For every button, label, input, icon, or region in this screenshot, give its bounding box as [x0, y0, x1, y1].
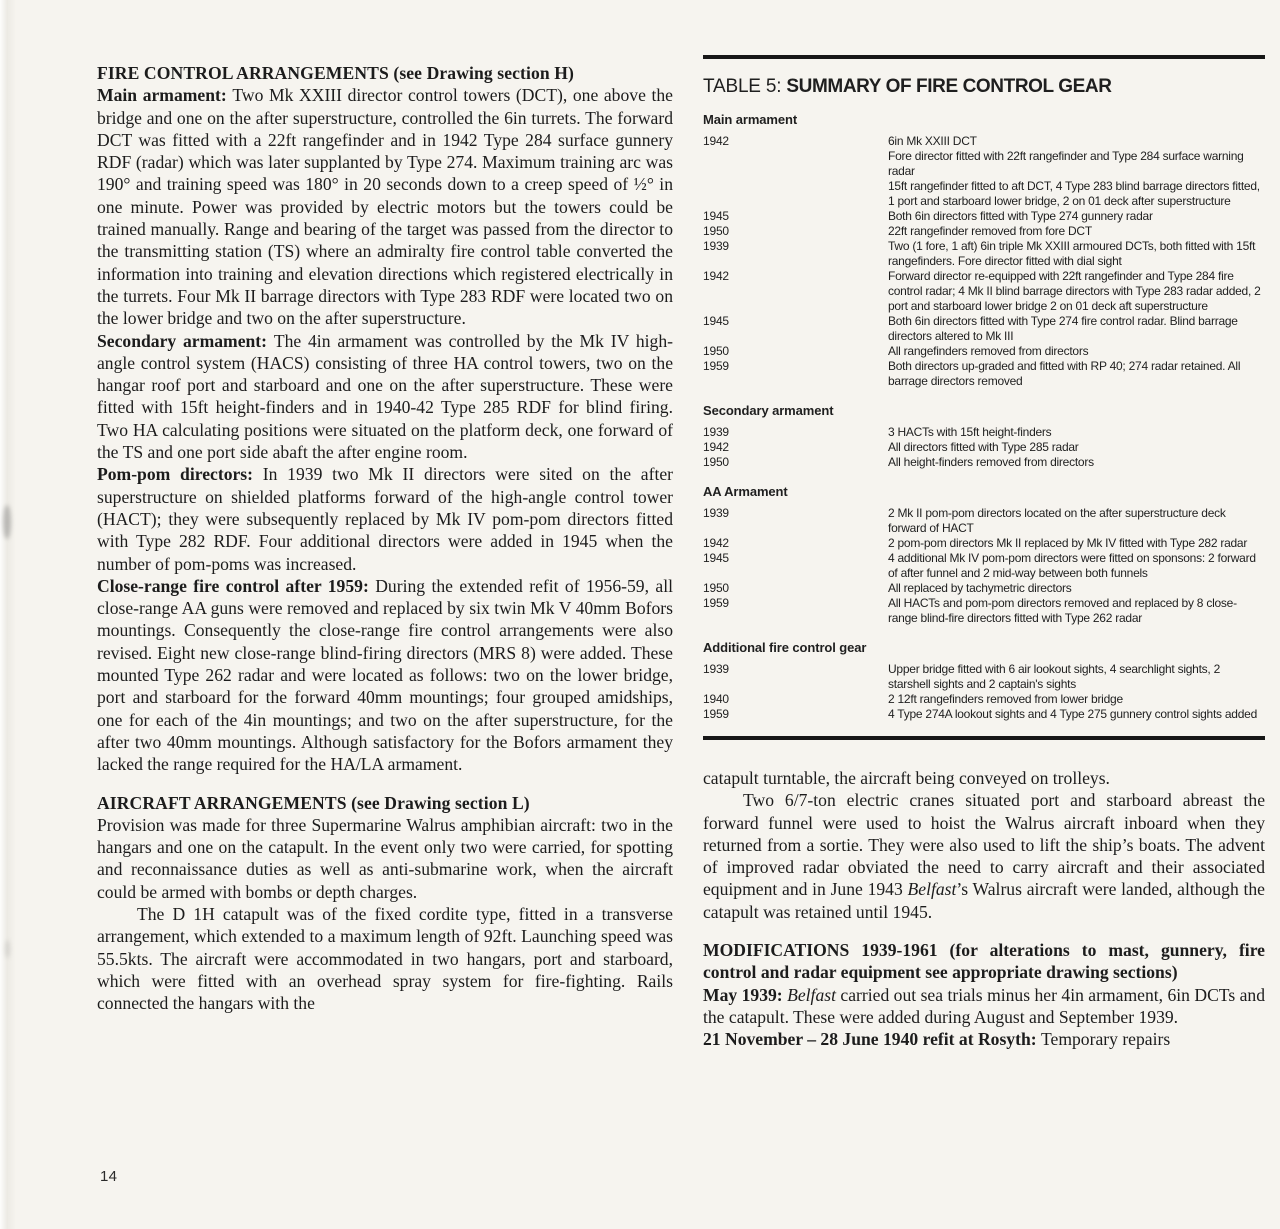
description-line: Both 6in directors fitted with Type 274 gunnery radar	[888, 209, 1153, 223]
row-year: 1950	[703, 455, 729, 469]
row-year: 1939	[703, 239, 729, 253]
row-year: 1942	[703, 269, 729, 283]
table-row	[703, 551, 1265, 581]
description-line: All replaced by tachymetric directors	[888, 581, 1072, 595]
description-line: 6in Mk XXIII DCT	[888, 134, 977, 148]
table-title-text: SUMMARY OF FIRE CONTROL GEAR	[786, 76, 1112, 97]
description-line: Forward director re-equipped with 22ft rangefinder and Type 284 fire control radar; 4 Mk II blind barrage directors with Type 283 radar added, 2 port and starboard lower bridge 2 on 01 deck aft superstructure	[888, 269, 1261, 313]
text-segment: Secondary armament:	[97, 330, 274, 351]
table-row	[703, 239, 1265, 269]
text-segment: MODIFICATIONS 1939-1961 (for alterations to mast, gunnery, fire control and radar equipment see appropriate drawing sections)	[703, 940, 1265, 983]
description-line: All height-finders removed from directors	[888, 455, 1094, 469]
row-description	[888, 344, 1265, 359]
row-year: 1959	[703, 596, 729, 610]
row-year: 1945	[703, 209, 729, 223]
row-year: 1959	[703, 359, 729, 373]
row-year: 1940	[703, 692, 729, 706]
close-range-paragraph	[97, 575, 673, 776]
row-description	[888, 134, 1265, 209]
table-label: TABLE 5:	[703, 76, 787, 97]
aircraft-heading	[97, 792, 673, 814]
row-year: 1950	[703, 581, 729, 595]
table-row	[703, 314, 1265, 344]
table-row	[703, 425, 1265, 440]
text-segment: catapult turntable, the aircraft being conveyed on trolleys.	[703, 768, 1110, 788]
description-line: 4 additional Mk IV pom-pom directors were fitted on sponsons: 2 forward of after funnel and 2 mid-way between both funnels	[888, 551, 1256, 580]
table-row	[703, 536, 1265, 551]
description-line: All rangefinders removed from directors	[888, 344, 1089, 358]
table-sections	[703, 112, 1265, 722]
table-section-header: Additional fire control gear	[703, 640, 867, 655]
row-description	[888, 209, 1265, 224]
text-segment: Close-range fire control after 1959:	[97, 575, 376, 596]
text-segment: AIRCRAFT ARRANGEMENTS (see Drawing section L)	[97, 792, 530, 813]
row-description	[888, 269, 1265, 314]
table-row	[703, 455, 1265, 470]
row-year: 1950	[703, 224, 729, 238]
description-line: Both 6in directors fitted with Type 274 fire control radar. Blind barrage directors altered to Mk III	[888, 314, 1238, 343]
description-line: 2 pom-pom directors Mk II replaced by Mk IV fitted with Type 282 radar	[888, 536, 1248, 550]
text-segment: carried out sea trials minus her 4in armament, 6in DCTs and the catapult. These were added during August and September 1939.	[703, 984, 1266, 1027]
text-segment: Temporary repairs	[1041, 1029, 1171, 1050]
text-segment: The 4in armament was controlled by the Mk IV high-angle control system (HACS) consisting of three HA control towers, two on the hangar roof port and starboard and one on the after superstructure. These were fitted with 15ft height-finders and in 1940-42 Type 285 RDF for blind firing. Two HA calculating positions were situated on the platform deck, one forward of the TS and one port side abaft the after engine room.	[97, 330, 673, 463]
row-description	[888, 536, 1265, 551]
text-segment: Provision was made for three Supermarine Walrus amphibian aircraft: two in the hangars and one on the catapult. In the event only two were carried, for spotting and reconnaissance duties as well as anti-submarine work, when the aircraft could be armed with bombs or depth charges.	[97, 814, 673, 902]
description-line: 2 12ft rangefinders removed from lower bridge	[888, 692, 1123, 706]
text-segment: FIRE CONTROL ARRANGEMENTS (see Drawing section H)	[97, 63, 575, 83]
description-line: All HACTs and pom-pom directors removed and replaced by 8 close-range blind-fire directors fitted with Type 262 radar	[888, 596, 1237, 625]
catapult-paragraph-1	[703, 767, 1265, 789]
main-armament-paragraph	[97, 84, 673, 329]
row-description	[888, 506, 1265, 536]
table-section-header: Secondary armament	[703, 403, 834, 418]
row-description	[888, 239, 1265, 269]
text-segment: ’s Walrus aircraft were landed, although the catapult was retained until 1945.	[703, 879, 1265, 922]
row-description	[888, 596, 1265, 626]
table-row	[703, 134, 1265, 209]
text-segment: The D 1H catapult was of the fixed cordite type, fitted in a transverse arrangement, which extended to a maximum length of 92ft. Launching speed was 55.5kts. The aircraft were accommodated in two hangars, port and starboard, which were fitted with an overhead spray system for fire-fighting. Rails connected the hangars with the	[97, 903, 673, 1014]
row-year: 1942	[703, 536, 729, 550]
row-year: 1939	[703, 506, 729, 520]
table-row	[703, 269, 1265, 314]
modifications-heading	[703, 939, 1265, 984]
description-line: Both directors up-graded and fitted with RP 40; 274 radar retained. All barrage directors removed	[888, 359, 1241, 388]
row-description	[888, 551, 1265, 581]
row-description	[888, 425, 1265, 440]
row-year: 1939	[703, 662, 729, 676]
secondary-armament-paragraph	[97, 330, 673, 464]
fire-control-heading	[97, 62, 673, 84]
row-description	[888, 707, 1265, 722]
left-text-column	[97, 62, 673, 1014]
description-line: 22ft rangefinder removed from fore DCT	[888, 224, 1092, 238]
text-segment: Belfast	[907, 879, 957, 900]
row-year: 1945	[703, 551, 729, 565]
description-line: Two (1 fore, 1 aft) 6in triple Mk XXIII armoured DCTs, both fitted with 15ft rangefinders. Fore director fitted with dial sight	[888, 239, 1256, 268]
table-row	[703, 662, 1265, 692]
text-segment: May 1939:	[703, 984, 788, 1005]
table-row	[703, 440, 1265, 455]
row-description	[888, 314, 1265, 344]
aircraft-paragraph-2	[97, 903, 673, 1014]
description-line: 3 HACTs with 15ft height-finders	[888, 425, 1052, 439]
description-line: 2 Mk II pom-pom directors located on the after superstructure deck forward of HACT	[888, 506, 1226, 535]
fire-control-table	[703, 55, 1265, 740]
table-top-rule	[703, 55, 1265, 59]
row-description	[888, 692, 1265, 707]
cranes-paragraph	[703, 789, 1265, 923]
scan-smudge	[3, 505, 11, 539]
table-row	[703, 209, 1265, 224]
table-bottom-rule	[703, 736, 1265, 740]
right-column	[703, 55, 1265, 1051]
row-description	[888, 455, 1265, 470]
row-description	[888, 224, 1265, 239]
pom-pom-directors-paragraph	[97, 463, 673, 574]
table-row	[703, 581, 1265, 596]
page-number: 14	[100, 1168, 118, 1185]
description-line: 15ft rangefinder fitted to aft DCT, 4 Type 283 blind barrage directors fitted, 1 port and starboard lower bridge, 2 on 01 deck after superstructure	[888, 179, 1260, 208]
text-segment: 21 November – 28 June 1940 refit at Rosyth:	[703, 1029, 1041, 1050]
table-row	[703, 692, 1265, 707]
row-year: 1945	[703, 314, 729, 328]
right-text-column	[703, 767, 1265, 1051]
table-row	[703, 224, 1265, 239]
text-segment: In 1939 two Mk II directors were sited on the after superstructure on shielded platforms forward of the high-angle control tower (HACT); they were subsequently replaced by Mk IV pom-pom directors fitted with Type 282 RDF. Four additional directors were added in 1945 when the number of pom-poms was increased.	[97, 464, 673, 574]
text-segment: Main armament:	[97, 85, 233, 106]
description-line: Upper bridge fitted with 6 air lookout sights, 4 searchlight sights, 2 starshell sights and 2 captain's sights	[888, 662, 1221, 691]
scan-smudge	[5, 940, 10, 958]
table-title	[703, 76, 1265, 98]
row-year: 1939	[703, 425, 729, 439]
scan-edge-shadow	[0, 0, 16, 1229]
may-1939-paragraph	[703, 984, 1265, 1029]
table-row	[703, 707, 1265, 722]
row-description	[888, 440, 1265, 455]
description-line: All directors fitted with Type 285 radar	[888, 440, 1079, 454]
row-description	[888, 662, 1265, 692]
row-description	[888, 359, 1265, 389]
table-row	[703, 596, 1265, 626]
november-refit-paragraph	[703, 1028, 1265, 1050]
row-description	[888, 581, 1265, 596]
table-section-header: Main armament	[703, 112, 798, 127]
text-segment: During the extended refit of 1956-59, all close-range AA guns were removed and replaced by six twin Mk V 40mm Bofors mountings. Consequently the close-range fire control arrangements were also revised. Eight new close-range blind-firing directors (MRS 8) were added. These mounted Type 262 radar and were located as follows: two on the lower bridge, port and starboard for the forward 40mm mountings; four grouped amidships, one for each of the 4in mountings; and two on the after superstructure, for the after two 40mm mountings. Although satisfactory for the Bofors armament they lacked the range required for the HA/LA armament.	[97, 575, 673, 775]
description-line: 4 Type 274A lookout sights and 4 Type 275 gunnery control sights added	[888, 707, 1258, 721]
row-year: 1950	[703, 344, 729, 358]
text-segment: Pom-pom directors:	[97, 464, 263, 485]
text-segment: Belfast	[787, 984, 836, 1005]
row-year: 1942	[703, 134, 729, 148]
description-line: Fore director fitted with 22ft rangefinder and Type 284 surface warning radar	[888, 149, 1244, 178]
row-year: 1942	[703, 440, 729, 454]
row-year: 1959	[703, 707, 729, 721]
table-row	[703, 359, 1265, 389]
text-segment: Two Mk XXIII director control towers (DCT), one above the bridge and one on the after superstructure, controlled the 6in turrets. The forward DCT was fitted with a 22ft rangefinder and in 1942 Type 284 surface gunnery RDF (radar) which was later supplanted by Type 274. Maximum training arc was 190° and training speed was 180° in 20 seconds down to a creep speed of ½° in one minute. Power was provided by electric motors but the towers could be trained manually. Range and bearing of the target was passed from the director to the transmitting station (TS) where an admiralty fire control table converted the information into training and elevation directions which registered electrically in the turrets. Four Mk II barrage directors with Type 283 RDF were located two on the lower bridge and two on the after superstructure.	[97, 85, 673, 329]
table-row	[703, 344, 1265, 359]
table-row	[703, 506, 1265, 536]
table-section-header: AA Armament	[703, 484, 788, 499]
aircraft-paragraph-1	[97, 814, 673, 903]
text-segment: Two 6/7-ton electric cranes situated port and starboard abreast the forward funnel were used to hoist the Walrus aircraft inboard when they returned from a sortie. They were also used to lift the ship’s boats. The advent of improved radar obviated the need to carry aircraft and their associated equipment and in June 1943	[703, 790, 1265, 900]
